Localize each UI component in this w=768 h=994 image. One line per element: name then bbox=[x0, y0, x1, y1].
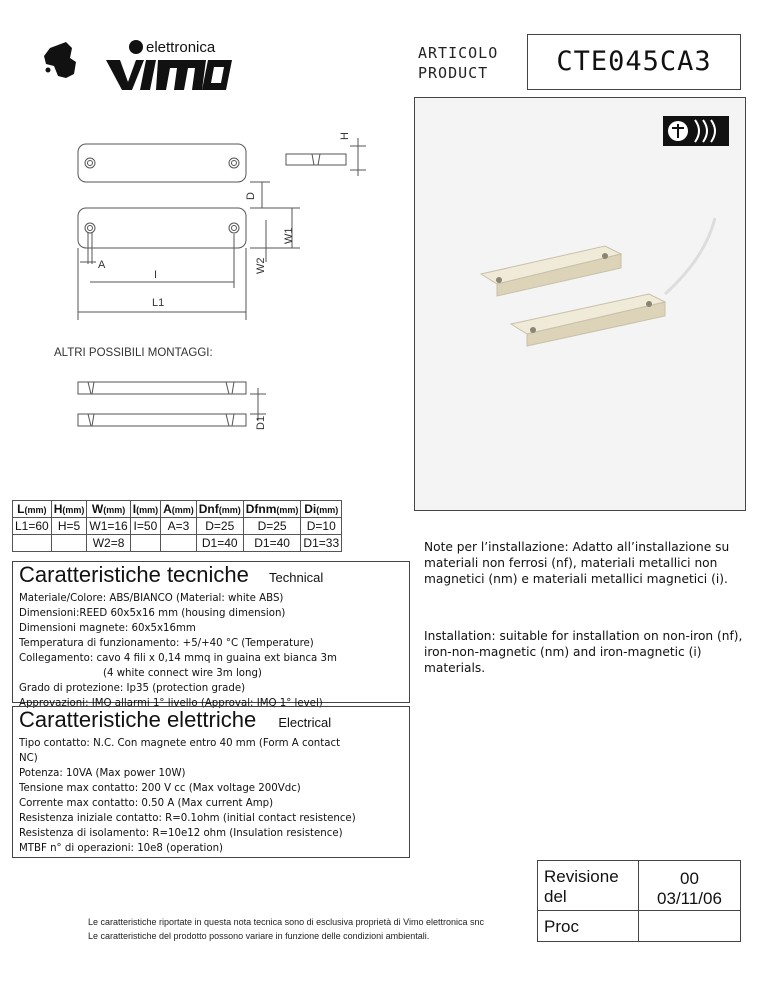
col-header: Dfnm(mm) bbox=[243, 501, 301, 518]
label-A: A bbox=[98, 259, 106, 271]
product-photo bbox=[415, 98, 745, 510]
label-I: I bbox=[154, 269, 158, 281]
article-label-en: PRODUCT bbox=[418, 64, 489, 82]
table-cell: D=25 bbox=[196, 518, 243, 535]
table-cell: D1=33 bbox=[301, 535, 342, 552]
imq-certification-icon bbox=[663, 116, 729, 146]
col-header: H(mm) bbox=[51, 501, 87, 518]
proc-label: Proc bbox=[538, 911, 639, 941]
electrical-title bbox=[13, 707, 409, 736]
note-italian: Note per l’installazione: Adatto all’installazione su materiali non ferrosi (nf), materiali metallici non magnetici (nm) e materiali metallici magnetici (i). bbox=[424, 540, 730, 586]
table-cell: A=3 bbox=[161, 518, 197, 535]
installation-notes bbox=[424, 539, 746, 717]
spec-line: Corrente max contatto: 0.50 A (Max current Amp) bbox=[19, 798, 274, 809]
spec-line: Dimensioni:REED 60x5x16 mm (housing dimension) bbox=[19, 608, 286, 619]
col-header: A(mm) bbox=[161, 501, 197, 518]
dimensions-header-row bbox=[13, 501, 342, 518]
revision-date: 03/11/06 bbox=[657, 889, 722, 908]
spec-line: Potenza: 10VA (Max power 10W) bbox=[19, 768, 186, 779]
spec-line: Dimensioni magnete: 60x5x16mm bbox=[19, 623, 196, 634]
table-cell: D1=40 bbox=[196, 535, 243, 552]
revision-labels bbox=[538, 861, 639, 911]
table-cell bbox=[161, 535, 197, 552]
spec-line: Grado di protezione: Ip35 (protection grade) bbox=[19, 683, 246, 694]
spec-line: Resistenza di isolamento: R=10e12 ohm (Insulation resistence) bbox=[19, 828, 343, 839]
col-header: W(mm) bbox=[87, 501, 130, 518]
technical-drawing bbox=[30, 110, 380, 440]
magnet-view-part bbox=[78, 208, 246, 248]
label-D: D bbox=[245, 192, 257, 200]
col-header: Di(mm) bbox=[301, 501, 342, 518]
technical-lines bbox=[13, 591, 409, 711]
col-header: Dnf(mm) bbox=[196, 501, 243, 518]
revision-box bbox=[537, 860, 741, 942]
alt-mount-bottom bbox=[78, 414, 246, 426]
revision-values bbox=[639, 861, 740, 911]
table-cell bbox=[13, 535, 52, 552]
technical-title-en: Technical bbox=[269, 570, 324, 585]
spec-line: Tensione max contatto: 200 V cc (Max voltage 200Vdc) bbox=[19, 783, 301, 794]
technical-title-it: Caratteristiche tecniche bbox=[19, 562, 249, 587]
electrical-title-it: Caratteristiche elettriche bbox=[19, 707, 257, 732]
date-label: del bbox=[544, 887, 567, 906]
table-row bbox=[13, 518, 342, 535]
side-view-part bbox=[286, 154, 346, 165]
proc-value bbox=[639, 911, 740, 941]
technical-section bbox=[12, 561, 410, 709]
technical-title bbox=[13, 562, 409, 591]
spec-line: Approvazioni: IMQ allarmi 1° livello (Approval: IMQ 1° level) bbox=[19, 698, 323, 709]
article-code: CTE045CA3 bbox=[556, 46, 712, 77]
article-label bbox=[418, 43, 498, 83]
table-row bbox=[13, 535, 342, 552]
revision-number: 00 bbox=[680, 869, 699, 888]
article-label-it: ARTICOLO bbox=[418, 44, 499, 62]
col-header: I(mm) bbox=[130, 501, 160, 518]
label-H: H bbox=[339, 132, 351, 140]
brand-word: elettronica bbox=[146, 39, 216, 56]
company-logo bbox=[36, 34, 236, 96]
footer-line: Le caratteristiche riportate in questa nota tecnica sono di esclusiva proprietà di Vimo elettronica snc bbox=[88, 917, 485, 927]
col-header: L(mm) bbox=[13, 501, 52, 518]
table-cell: W1=16 bbox=[87, 518, 130, 535]
spec-line: Temperatura di funzionamento: +5/+40 °C (Temperature) bbox=[19, 638, 314, 649]
spec-line: Resistenza iniziale contatto: R=0.1ohm (initial contact resistence) bbox=[19, 813, 356, 824]
table-cell bbox=[130, 535, 160, 552]
vimo-logo-graphic bbox=[36, 34, 236, 96]
electrical-section bbox=[12, 706, 410, 858]
footer-disclaimer bbox=[88, 915, 484, 943]
label-W1: W1 bbox=[283, 227, 295, 244]
alt-mount-top bbox=[78, 382, 246, 394]
table-cell: D=10 bbox=[301, 518, 342, 535]
spec-line: (4 white connect wire 3m long) bbox=[103, 668, 262, 679]
spec-line: NC) bbox=[19, 753, 38, 764]
table-cell bbox=[51, 535, 87, 552]
table-cell: I=50 bbox=[130, 518, 160, 535]
spec-line: Tipo contatto: N.C. Con magnete entro 40 mm (Form A contact bbox=[19, 738, 341, 749]
dimensions-table bbox=[12, 500, 342, 552]
table-cell: D=25 bbox=[243, 518, 301, 535]
product-photo-panel bbox=[414, 97, 746, 511]
label-L1: L1 bbox=[152, 297, 165, 309]
other-mountings-label: ALTRI POSSIBILI MONTAGGI: bbox=[54, 347, 213, 359]
top-view-part bbox=[78, 144, 246, 182]
note-english: Installation: suitable for installation on non-iron (nf), iron-non-magnetic (nm) and iron-magnetic (i) materials. bbox=[424, 629, 743, 675]
table-cell: D1=40 bbox=[243, 535, 301, 552]
label-D1: D1 bbox=[255, 415, 267, 430]
spec-line: MTBF n° di operazioni: 10e8 (operation) bbox=[19, 843, 224, 854]
article-code-box bbox=[527, 34, 741, 90]
table-cell: H=5 bbox=[51, 518, 87, 535]
footer-line: Le caratteristiche del prodotto possono variare in funzione delle condizioni ambientali. bbox=[88, 931, 430, 941]
electrical-lines bbox=[13, 736, 409, 856]
spec-line: Materiale/Colore: ABS/BIANCO (Material: white ABS) bbox=[19, 593, 284, 604]
revision-label: Revisione bbox=[544, 867, 619, 886]
electrical-title-en: Electrical bbox=[278, 715, 332, 730]
spec-line: Collegamento: cavo 4 fili x 0,14 mmq in guaina ext bianca 3m bbox=[19, 653, 337, 664]
label-W2: W2 bbox=[255, 257, 267, 274]
table-cell: L1=60 bbox=[13, 518, 52, 535]
table-cell: W2=8 bbox=[87, 535, 130, 552]
